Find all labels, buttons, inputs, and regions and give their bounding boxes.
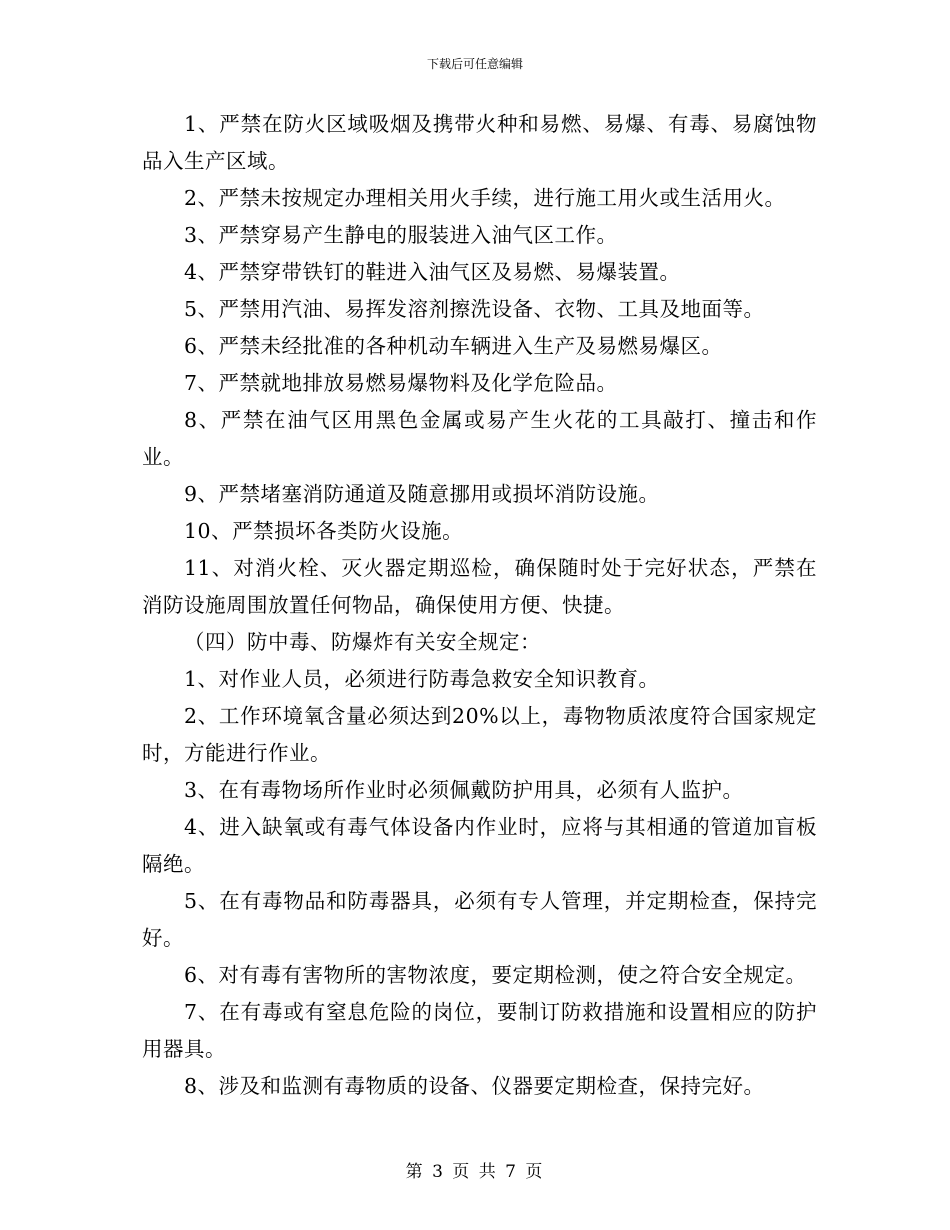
section-heading: （四）防中毒、防爆炸有关安全规定： <box>184 630 541 654</box>
paragraph: 4、进入缺氧或有毒气体设备内作业时，应将与其相通的管道加盲板隔绝。 <box>142 815 817 876</box>
paragraph: 2、严禁未按规定办理相关用火手续，进行施工用火或生活用火。 <box>184 186 786 210</box>
page-header: 下载后可任意编辑 <box>426 57 523 71</box>
paragraph: 10、严禁损坏各类防火设施。 <box>184 519 464 543</box>
paragraph: 11、对消火栓、灭火器定期巡检，确保随时处于完好状态，严禁在消防设施周围放置任何物品，确保使用方便、快捷。 <box>142 556 817 617</box>
paragraph: 6、对有毒有害物所的害物浓度，要定期检测，使之符合安全规定。 <box>184 963 807 987</box>
document-body <box>142 106 817 1105</box>
paragraph: 1、严禁在防火区域吸烟及携带火种和易燃、易爆、有毒、易腐蚀物品入生产区域。 <box>142 112 817 173</box>
paragraph: 6、严禁未经批准的各种机动车辆进入生产及易燃易爆区。 <box>184 334 723 358</box>
paragraph: 5、在有毒物品和防毒器具，必须有专人管理，并定期检查，保持完好。 <box>142 889 817 950</box>
paragraph: 2、工作环境氧含量必须达到20%以上，毒物物质浓度符合国家规定时，方能进行作业。 <box>142 704 817 765</box>
paragraph: 9、严禁堵塞消防通道及随意挪用或损坏消防设施。 <box>184 482 660 506</box>
page-number-footer: 第 3 页 共 7 页 <box>405 1162 545 1182</box>
paragraph: 8、严禁在油气区用黑色金属或易产生火花的工具敲打、撞击和作业。 <box>142 408 817 469</box>
paragraph: 7、在有毒或有窒息危险的岗位，要制订防救措施和设置相应的防护用器具。 <box>142 1000 817 1061</box>
paragraph: 3、严禁穿易产生静电的服装进入油气区工作。 <box>184 223 618 247</box>
paragraph: 4、严禁穿带铁钉的鞋进入油气区及易燃、易爆装置。 <box>184 260 681 284</box>
paragraph: 5、严禁用汽油、易挥发溶剂擦洗设备、衣物、工具及地面等。 <box>184 297 765 321</box>
paragraph: 3、在有毒物场所作业时必须佩戴防护用具，必须有人监护。 <box>184 778 744 802</box>
paragraph: 1、对作业人员，必须进行防毒急救安全知识教育。 <box>184 667 660 691</box>
paragraph: 7、严禁就地排放易燃易爆物料及化学危险品。 <box>184 371 618 395</box>
paragraph: 8、涉及和监测有毒物质的设备、仪器要定期检查，保持完好。 <box>184 1074 765 1098</box>
